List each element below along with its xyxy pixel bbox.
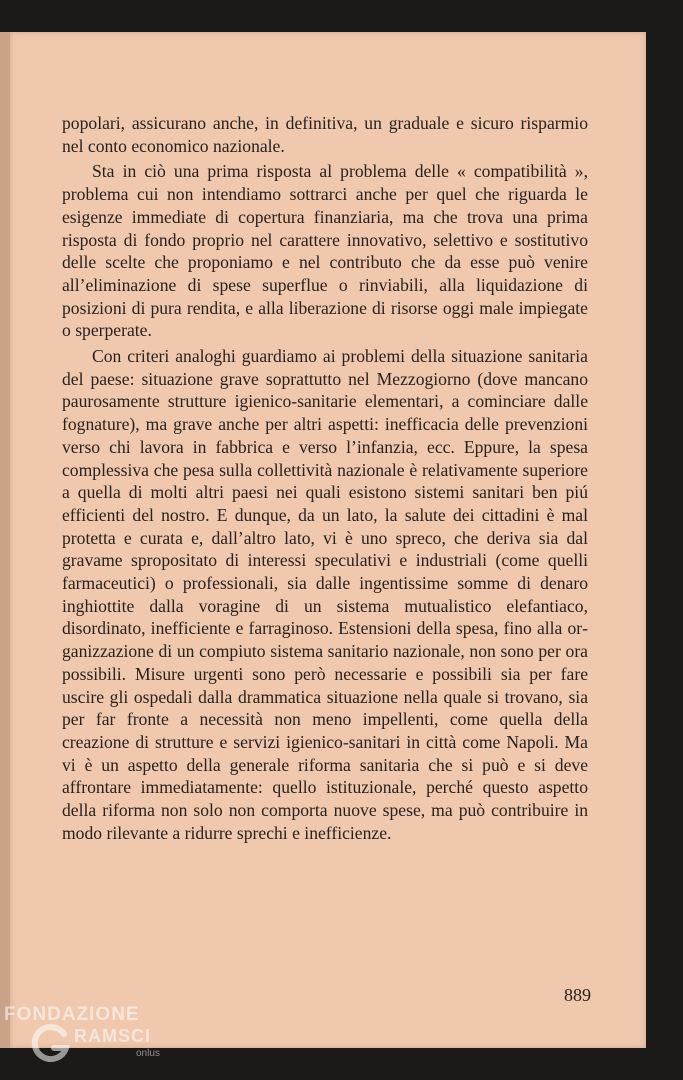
watermark-line1: FONDAZIONE [4, 1004, 140, 1025]
paragraph-1: popolari, assicurano anche, in definitiva, un graduale e sicuro risparmio nel conto economico nazionale. [62, 113, 588, 156]
watermark-line3: onlus [136, 1048, 160, 1059]
fondazione-gramsci-watermark [4, 1004, 174, 1080]
watermark-line2: RAMSCI [74, 1026, 151, 1046]
paragraph-2: Sta in ciò una prima risposta al problema delle « compatibilità », problema cui non intendiamo sottrarci anche per quel che riguarda le esigenze immediate di copertura finanziaria, ma che trova una prima risposta di fondo proprio nel carattere innovativo, selettivo e sostitutivo delle scelte che proponiamo e nel contributo che da esse può venire all’eliminazione di spese superflue o rinviabili, alla liquidazione di posizioni di pura rendita, e alla liberazione di risorse oggi male impiegate o sperperate. [62, 161, 588, 341]
paragraph-3: Con criteri analoghi guardiamo ai problemi della situazione sanitaria del paese: situazione grave soprattutto nel Mezzogiorno (dove mancano paurosamente strutture igienico-sanitarie elementari, a cominciare dalle fognature), ma grave anche per altri aspetti: inefficacia delle prevenzioni verso chi lavora in fabbrica e verso l’infanzia, ecc. Eppure, la spesa complessiva che pesa sulla collettività nazionale è relativamente superiore a quella di molti altri paesi nei quali esistono sistemi sanitari ben piú efficienti del nostro. E dunque, da un lato, la salute dei cittadini è mal protetta e curata e, dall’altro lato, vi è uno spreco, che deriva sia dal gravame spropositato di interessi speculativi e industriali (come quelli farmaceutici) o professionali, sia dalle ingentissime somme di denaro inghiottite dalla voragine di un sistema mutualistico elefantiaco, disordinato, inefficiente e farraginoso. Estensioni della spesa, fino alla organizzazione di un compiuto sistema sanitario nazionale, non sono per ora possibili. Misure urgenti sono però necessarie e possibili sia per fare uscire gli ospedali dalla drammatica situazione nella quale si trovano, sia per far fronte a necessità non meno impellenti, come quella della creazione di strutture e servizi igienico-sanitari in città come Napoli. Ma vi è un aspetto della generale riforma sanitaria che si può e si deve affrontare immediatamente: quello istituzionale, perché questo aspetto della riforma non solo non comporta nuove spese, ma può contribuire in modo rilevante a ridurre sprechi e inefficienze. [62, 346, 588, 843]
page-edge [0, 32, 10, 1048]
gramsci-g-logo-icon [30, 1022, 74, 1066]
body-text [62, 112, 588, 848]
page-number: 889 [564, 985, 591, 1005]
